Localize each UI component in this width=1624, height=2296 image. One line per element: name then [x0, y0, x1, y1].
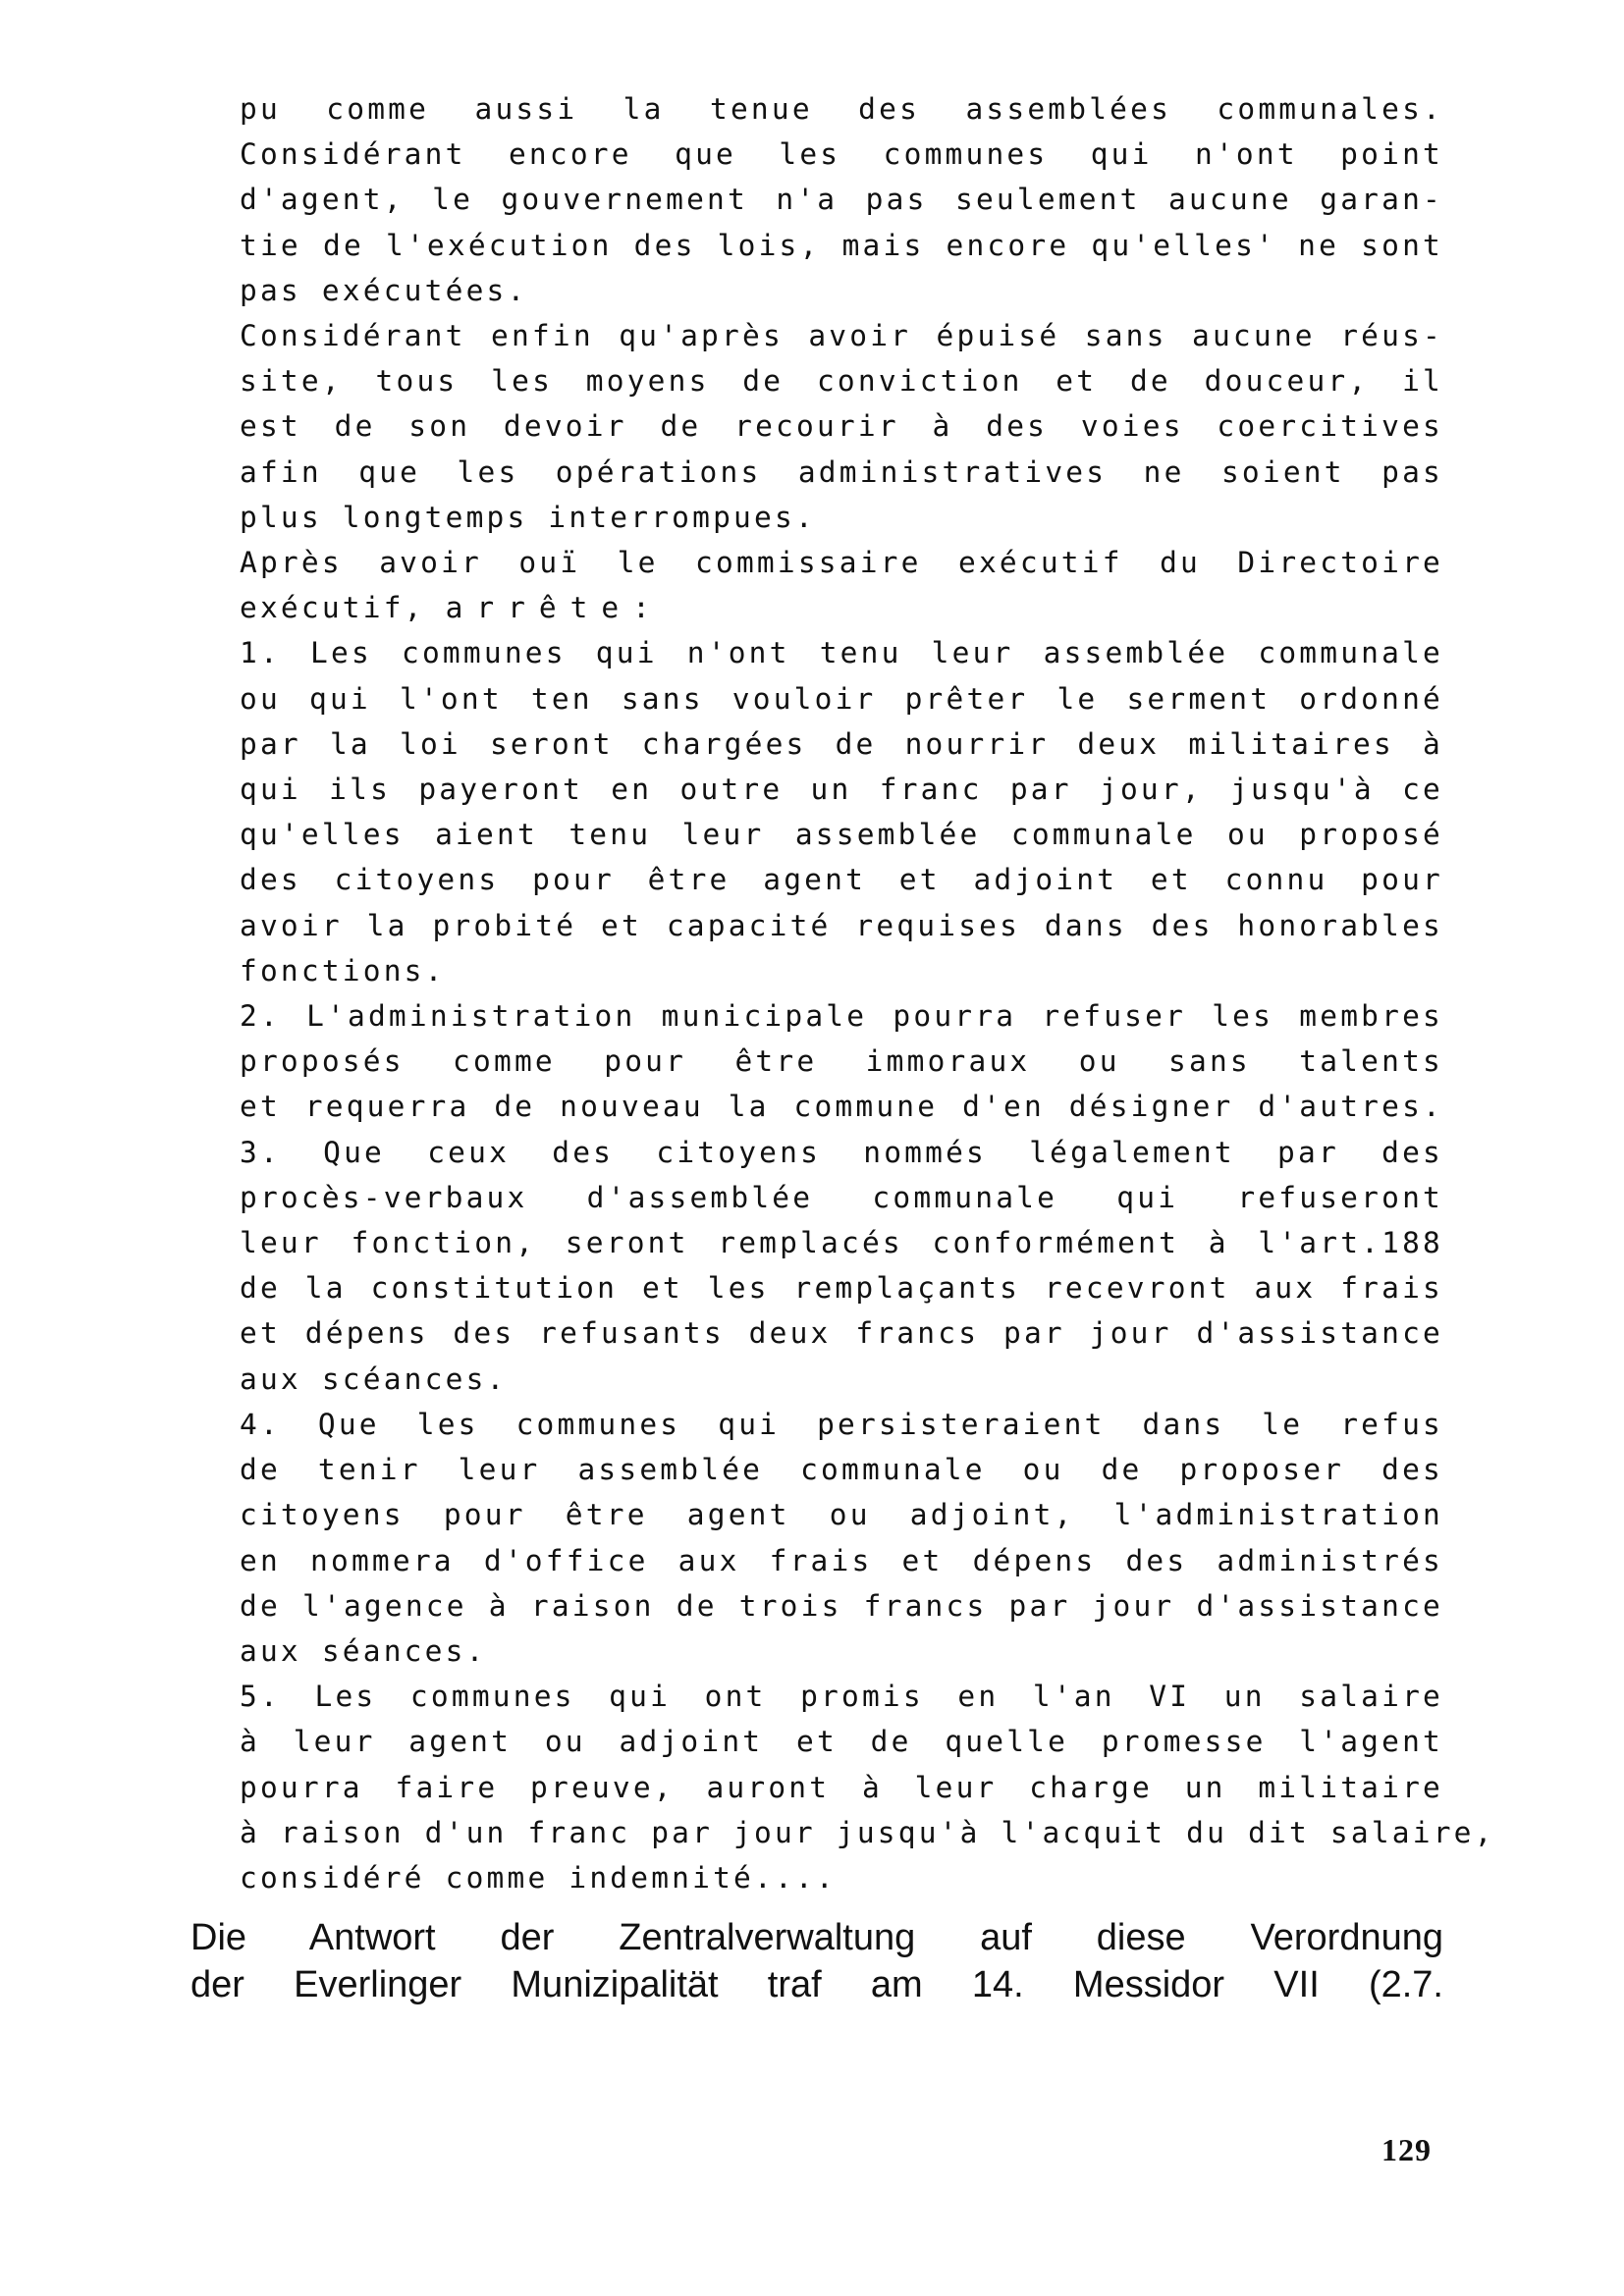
quote-line: à raison d'un franc par jour jusqu'à l'acquit du dit salaire, [240, 1815, 1495, 1849]
quote-line: aux séances. [240, 1633, 487, 1668]
quote-line: Après avoir ouï le commissaire exécutif du Directoire [240, 546, 1443, 580]
quote-line: tie de l'exécution des lois, mais encore qu'elles' ne sont [240, 228, 1443, 262]
body-paragraph [190, 1914, 1443, 2008]
quote-line: en nommera d'office aux frais et dépens des administrés [240, 1543, 1443, 1577]
quote-line: pu comme aussi la tenue des assemblées communales. [240, 92, 1443, 126]
arrete-word: arrête: [445, 591, 664, 625]
quote-line: 4. Que les communes qui persisteraient dans le refus [240, 1407, 1443, 1441]
quote-line: considéré comme indemnité.... [240, 1860, 837, 1895]
quote-line: pourra faire preuve, auront à leur charge un militaire [240, 1770, 1443, 1804]
quote-line: afin que les opérations administratives ne soient pas [240, 454, 1443, 489]
quote-line: par la loi seront chargées de nourrir deux militaires à [240, 726, 1443, 761]
quote-line: leur fonction, seront remplacés conformément à l'art.188 [240, 1226, 1443, 1260]
quote-line: des citoyens pour être agent et adjoint et connu pour [240, 863, 1443, 897]
quote-line: à leur agent ou adjoint et de quelle promesse l'agent [240, 1725, 1443, 1759]
quote-line-arrete [240, 585, 1443, 630]
quote-line: site, tous les moyens de conviction et de douceur, il [240, 364, 1443, 399]
page-number: 129 [1381, 2132, 1432, 2167]
quote-line: est de son devoir de recourir à des voies coercitives [240, 409, 1443, 444]
quote-line: 5. Les communes qui ont promis en l'an VI un salaire [240, 1680, 1443, 1714]
quote-line: ou qui l'ont ten sans vouloir prêter le serment ordonné [240, 681, 1443, 716]
quote-line: citoyens pour être agent ou adjoint, l'administration [240, 1498, 1443, 1532]
quote-line: avoir la probité et capacité requises dans des honorables [240, 908, 1443, 942]
quote-line: plus longtemps interrompues. [240, 500, 816, 534]
quote-line: de la constitution et les remplaçants recevront aux frais [240, 1271, 1443, 1306]
quote-line: et requerra de nouveau la commune d'en désigner d'autres. [240, 1090, 1443, 1124]
quote-line: Considérant encore que les communes qui n'ont point [240, 137, 1443, 172]
quote-line: 1. Les communes qui n'ont tenu leur assemblée communale [240, 636, 1443, 670]
quote-line: procès-verbaux d'assemblée communale qui refuseront [240, 1180, 1443, 1214]
quote-line: 2. L'administration municipale pourra refuser les membres [240, 999, 1443, 1034]
quote-line: fonctions. [240, 953, 446, 988]
body-line: Die Antwort der Zentralverwaltung auf diese Verordnung [190, 1917, 1443, 1958]
body-line: der Everlinger Munizipalität traf am 14. Messidor VII (2.7. [190, 1964, 1443, 2005]
quote-line: de l'agence à raison de trois francs par jour d'assistance [240, 1588, 1443, 1623]
quote-line: 3. Que ceux des citoyens nommés légalement par des [240, 1135, 1443, 1169]
quote-line: pas exécutées. [240, 273, 528, 307]
quote-line: et dépens des refusants deux francs par jour d'assistance [240, 1316, 1443, 1351]
quote-line: de tenir leur assemblée communale ou de proposer des [240, 1453, 1443, 1487]
quote-line: aux scéances. [240, 1362, 508, 1396]
quoted-decree [240, 86, 1495, 1900]
quote-line: proposés comme pour être immoraux ou sans talents [240, 1044, 1443, 1079]
quote-line: qui ils payeront en outre un franc par jour, jusqu'à ce [240, 773, 1443, 807]
quote-line-prefix: exécutif, [240, 591, 446, 625]
quote-line: qu'elles aient tenu leur assemblée communale ou proposé [240, 818, 1443, 852]
quote-line: Considérant enfin qu'après avoir épuisé sans aucune réus- [240, 319, 1443, 353]
quote-line: d'agent, le gouvernement n'a pas seulement aucune garan- [240, 183, 1443, 217]
